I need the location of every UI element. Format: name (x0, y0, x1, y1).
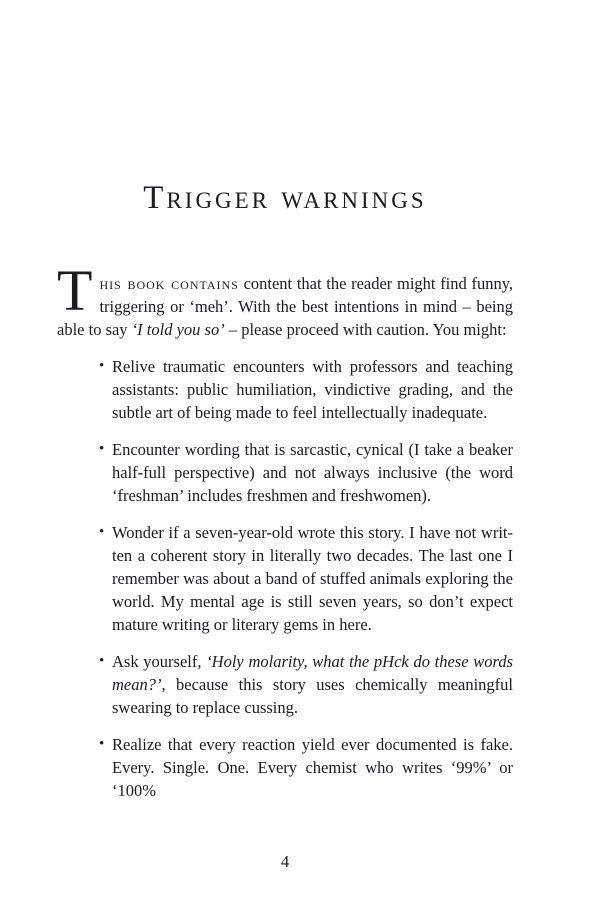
bullet-text-segment: Encounter wording that is sarcastic, cynical (I take a beaker half-full perspective) and not always inclusive (the word ‘freshman’ includes freshmen and freshwomen). (112, 440, 513, 505)
bullet-italic-segment: ‘Holy molarity, what the pHck do these words mean?’ (112, 652, 513, 694)
list-item-text (112, 521, 513, 636)
list-item-text (112, 733, 513, 802)
list-item (57, 355, 513, 424)
page-body (57, 258, 514, 802)
intro-text-cont: – please proceed with caution. You might: (224, 320, 507, 339)
bullet-icon: • (99, 653, 105, 669)
page-title: Trigger warnings (143, 180, 427, 216)
bullet-text-segment: Wonder if a seven-year-old wrote this story. I have not written a coherent story in literally two decades. The last one I remember was about a band of stuffed animals exploring the world. My mental age is still seven years, so don’t expect mature writing or literary gems in here. (112, 523, 513, 634)
list-item-text (112, 438, 513, 507)
bullet-text-segment: Ask yourself, (112, 652, 207, 671)
intro-italic-phrase: ‘I told you so’ (131, 320, 225, 339)
intro-paragraph (57, 258, 514, 341)
bullet-icon: • (99, 736, 105, 752)
list-item (57, 521, 513, 636)
list-item (57, 650, 513, 719)
drop-cap: T (57, 258, 93, 323)
list-item-text (112, 355, 513, 424)
list-item (57, 733, 513, 802)
bullet-text-segment: , because this story uses chemically meaningful swearing to replace cussing. (112, 675, 513, 717)
warning-list (57, 355, 513, 802)
page-number: 4 (280, 852, 290, 871)
bullet-text-segment: Relive traumatic encounters with professors and teaching assistants: public humiliation, vindictive grading, and the subtle art of being made to feel intellectually inadequate. (112, 357, 513, 422)
bullet-text-segment: Realize that every reaction yield ever documented is fake. Every. Single. One. Every chemist who writes ‘99%’ or ‘100% (112, 735, 513, 800)
bullet-icon: • (99, 441, 105, 457)
list-item (57, 438, 513, 507)
bullet-icon: • (99, 524, 105, 540)
intro-small-caps: his book contains (99, 274, 239, 293)
list-item-text (112, 650, 513, 719)
intro-text: content that the reader might find funny, triggering or ‘meh’. With the best intentions in mind – being able to say (57, 274, 514, 339)
bullet-icon: • (99, 358, 105, 374)
